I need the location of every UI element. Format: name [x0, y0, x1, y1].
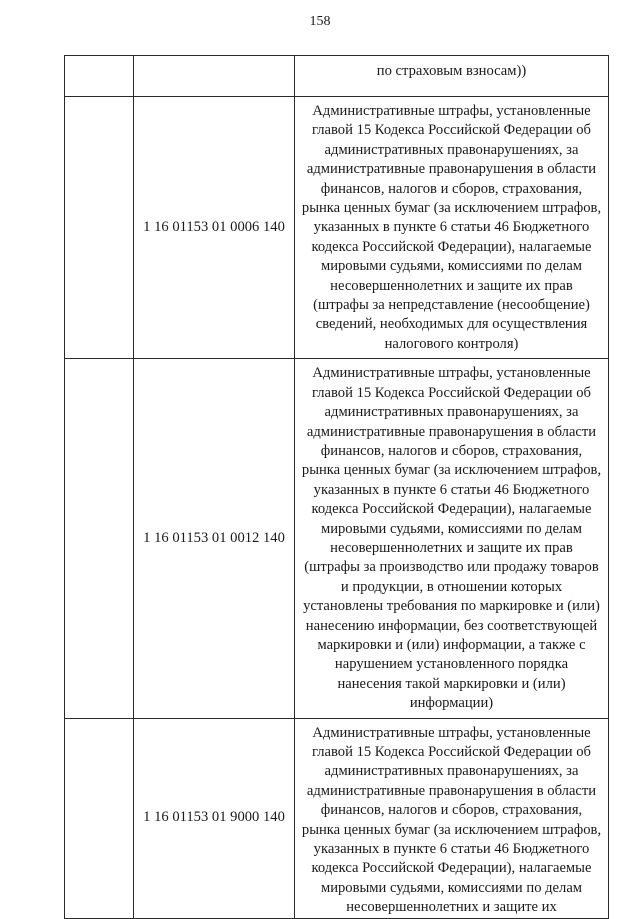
description-cell: Административные штрафы, установленные главой 15 Кодекса Российской Федерации об административных правонарушениях, за административные правонарушения в области финансов, налогов и сборов, страхования, рынка ценных бумаг (за исключением штрафов, указанных в пункте 6 статьи 46 Бюджетного кодекса Российской Федерации), налагаемые мировыми судьями, комиссиями по делам несовершеннолетних и защите их прав (штрафы за производство или продажу товаров и продукции, в отношении которых установлены требования по маркировке и (или) нанесению информации, без соответствующей маркировки и (или) информации, а также с нарушением установленного порядка нанесения такой маркировки и (или) информации): [295, 359, 609, 718]
table-row: [65, 359, 609, 718]
admin-code-cell: [65, 359, 134, 718]
table-row: [65, 718, 609, 918]
budget-code-cell: 1 16 01153 01 0012 140: [134, 359, 295, 718]
budget-code-table: [64, 55, 609, 919]
table-row: [65, 56, 609, 97]
budget-code-cell: 1 16 01153 01 9000 140: [134, 718, 295, 918]
admin-code-cell: [65, 718, 134, 918]
budget-code-cell: 1 16 01153 01 0006 140: [134, 97, 295, 359]
description-cell: по страховым взносам)): [295, 56, 609, 97]
page-number: 158: [309, 14, 331, 29]
table-row: [65, 97, 609, 359]
admin-code-cell: [65, 97, 134, 359]
description-cell: Административные штрафы, установленные главой 15 Кодекса Российской Федерации об административных правонарушениях, за административные правонарушения в области финансов, налогов и сборов, страхования, рынка ценных бумаг (за исключением штрафов, указанных в пункте 6 статьи 46 Бюджетного кодекса Российской Федерации), налагаемые мировыми судьями, комиссиями по делам несовершеннолетних и защите их прав (штрафы за непредставление (несообщение) сведений, необходимых для осуществления налогового контроля): [295, 97, 609, 359]
admin-code-cell: [65, 56, 134, 97]
description-cell: Административные штрафы, установленные главой 15 Кодекса Российской Федерации об административных правонарушениях, за административные правонарушения в области финансов, налогов и сборов, страхования, рынка ценных бумаг (за исключением штрафов, указанных в пункте 6 статьи 46 Бюджетного кодекса Российской Федерации), налагаемые мировыми судьями, комиссиями по делам несовершеннолетних и защите их: [295, 718, 609, 918]
budget-code-cell: [134, 56, 295, 97]
